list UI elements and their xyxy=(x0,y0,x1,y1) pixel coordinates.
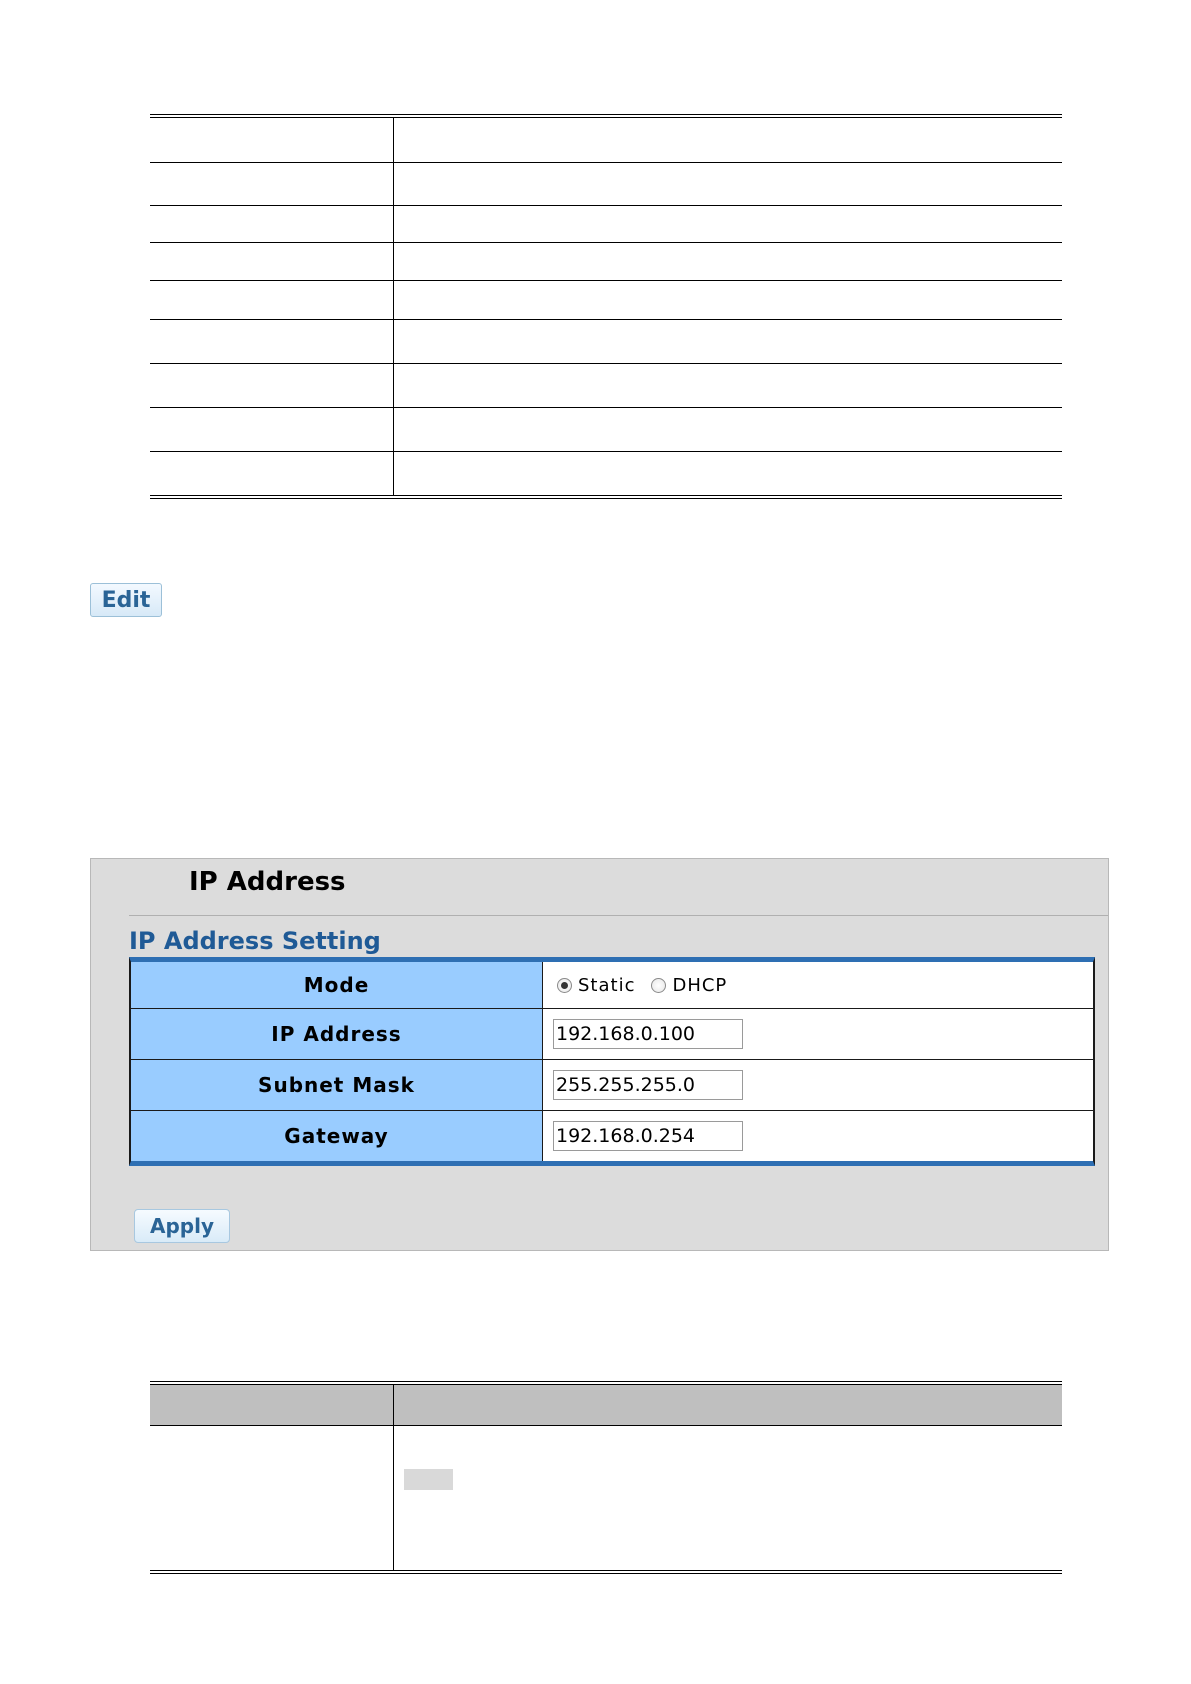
mode-row xyxy=(131,962,1093,1009)
mode-radio-group xyxy=(553,975,739,996)
mode-label: Mode xyxy=(131,962,543,1008)
table-cell xyxy=(394,281,1062,319)
gateway-input[interactable]: 192.168.0.254 xyxy=(553,1121,743,1151)
table-cell xyxy=(150,243,394,280)
subnet-mask-label: Subnet Mask xyxy=(131,1060,543,1110)
grey-swatch xyxy=(404,1469,453,1490)
table-cell xyxy=(150,320,394,363)
table-cell xyxy=(394,1426,1062,1570)
table-row xyxy=(150,452,1062,495)
edit-button[interactable]: Edit xyxy=(90,583,162,617)
table-row xyxy=(150,364,1062,408)
table-row xyxy=(150,243,1062,281)
table-row xyxy=(150,163,1062,206)
table-cell xyxy=(394,364,1062,407)
table-row xyxy=(150,118,1062,163)
table-cell xyxy=(150,163,394,205)
bottom-description-table xyxy=(150,1381,1062,1574)
subnet-mask-row xyxy=(131,1060,1093,1111)
table-row xyxy=(150,1426,1062,1570)
table-cell xyxy=(394,320,1062,363)
gateway-value xyxy=(543,1111,1093,1161)
panel-title: IP Address xyxy=(189,867,346,897)
mode-value xyxy=(543,962,1093,1008)
table-header-row xyxy=(150,1385,1062,1426)
table-row xyxy=(150,408,1062,452)
table-cell xyxy=(150,364,394,407)
ip-address-panel xyxy=(90,858,1109,1251)
table-row xyxy=(150,320,1062,364)
subnet-mask-input[interactable]: 255.255.255.0 xyxy=(553,1070,743,1100)
dhcp-radio-label[interactable]: DHCP xyxy=(672,974,728,996)
table-row xyxy=(150,281,1062,320)
table-cell xyxy=(150,1426,394,1570)
table-cell xyxy=(150,118,394,162)
ip-settings-table xyxy=(129,957,1095,1166)
gateway-row xyxy=(131,1111,1093,1161)
table-header-cell xyxy=(150,1385,394,1425)
table-cell xyxy=(394,243,1062,280)
panel-divider xyxy=(129,915,1108,916)
subnet-mask-value xyxy=(543,1060,1093,1110)
table-cell xyxy=(150,408,394,451)
ip-address-label: IP Address xyxy=(131,1009,543,1059)
table-cell xyxy=(150,452,394,495)
table-cell xyxy=(394,206,1062,242)
ip-address-input[interactable]: 192.168.0.100 xyxy=(553,1019,743,1049)
static-radio-label[interactable]: Static xyxy=(578,974,636,996)
section-title: IP Address Setting xyxy=(129,927,381,955)
table-cell xyxy=(394,452,1062,495)
table-cell xyxy=(150,281,394,319)
table-row xyxy=(150,206,1062,243)
top-description-table xyxy=(150,114,1062,499)
gateway-label: Gateway xyxy=(131,1111,543,1161)
apply-button[interactable]: Apply xyxy=(134,1209,230,1243)
static-radio[interactable] xyxy=(557,978,572,993)
table-cell xyxy=(394,163,1062,205)
table-cell xyxy=(150,206,394,242)
table-cell xyxy=(394,118,1062,162)
ip-address-row xyxy=(131,1009,1093,1060)
ip-address-value xyxy=(543,1009,1093,1059)
dhcp-radio[interactable] xyxy=(651,978,666,993)
table-cell xyxy=(394,408,1062,451)
